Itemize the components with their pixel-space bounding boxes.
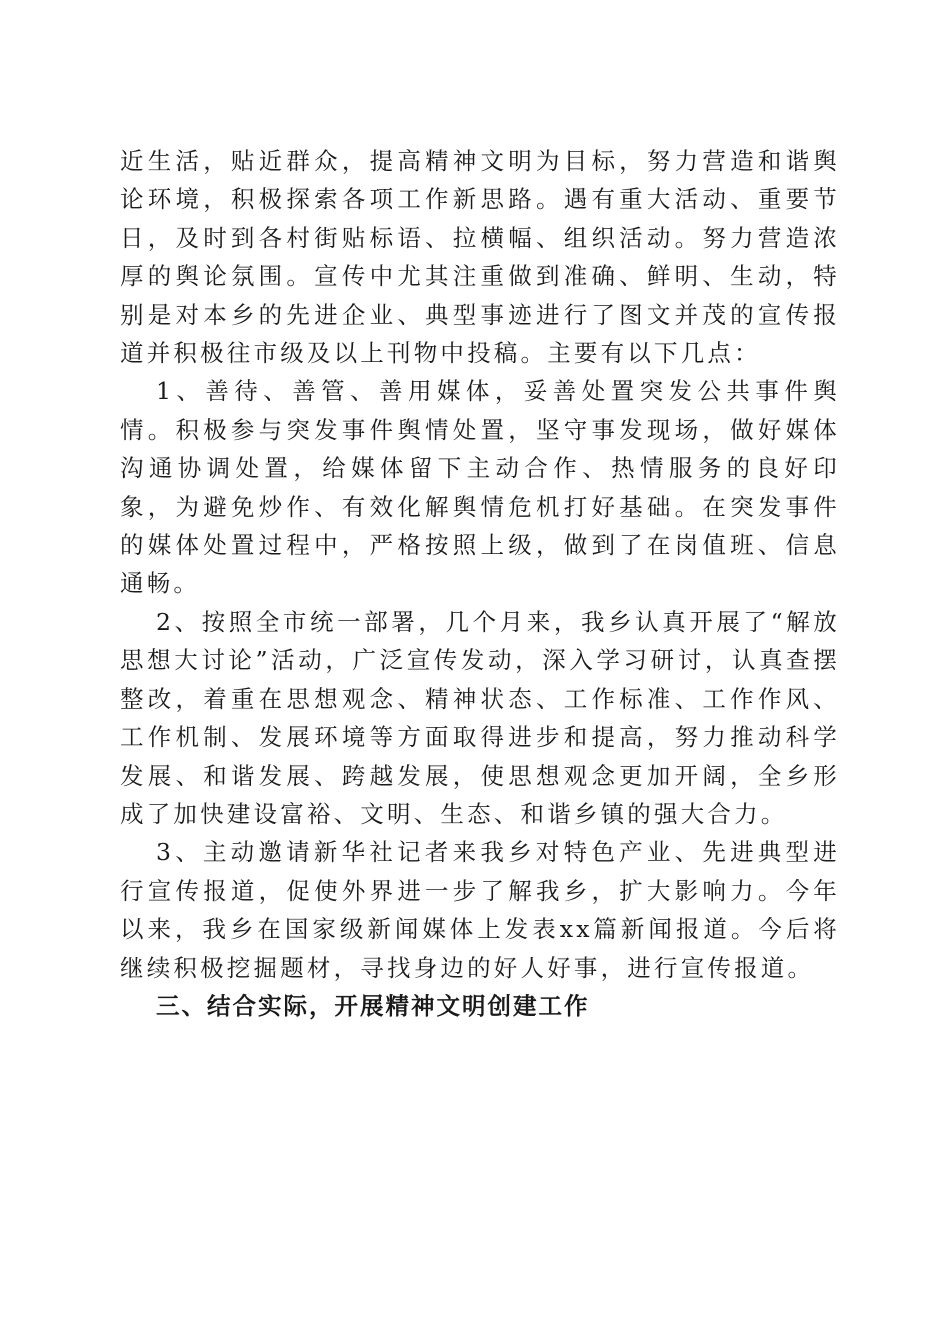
paragraph-item-1: 1、善待、善管、善用媒体，妥善处置突发公共事件舆情。积极参与突发事件舆情处置，坚守事发现场，做好媒体沟通协调处置，给媒体留下主动合作、热情服务的良好印象，为避免炒作、有效化解舆情危机打好基础。在突发事件的媒体处置过程中，严格按照上级，做到了在岗值班、信息通畅。 [120, 377, 840, 598]
paragraph-item-2: 2、按照全市统一部署，几个月来，我乡认真开展了“解放思想大讨论”活动，广泛宣传发动，深入学习研讨，认真查摆整改，着重在思想观念、精神状态、工作标准、工作作风、工作机制、发展环境等方面取得进步和提高，努力推动科学发展、和谐发展、跨越发展，使思想观念更加开阔，全乡形成了加快建设富裕、文明、生态、和谐乡镇的强大合力。 [120, 607, 840, 828]
paragraph-item-3: 3、主动邀请新华社记者来我乡对特色产业、先进典型进行宣传报道，促使外界进一步了解我乡，扩大影响力。今年以来，我乡在国家级新闻媒体上发表xx篇新闻报道。今后将继续积极挖掘题材，寻找身边的好人好事，进行宣传报道。 [120, 838, 840, 982]
document-body [120, 142, 840, 1025]
paragraph-continuation: 近生活，贴近群众，提高精神文明为目标，努力营造和谐舆论环境，积极探索各项工作新思路。遇有重大活动、重要节日，及时到各村街贴标语、拉横幅、组织活动。努力营造浓厚的舆论氛围。宣传中尤其注重做到准确、鲜明、生动，特别是对本乡的先进企业、典型事迹进行了图文并茂的宣传报道并积极往市级及以上刊物中投稿。主要有以下几点： [120, 147, 840, 368]
section-heading: 三、结合实际，开展精神文明创建工作 [156, 991, 590, 1020]
